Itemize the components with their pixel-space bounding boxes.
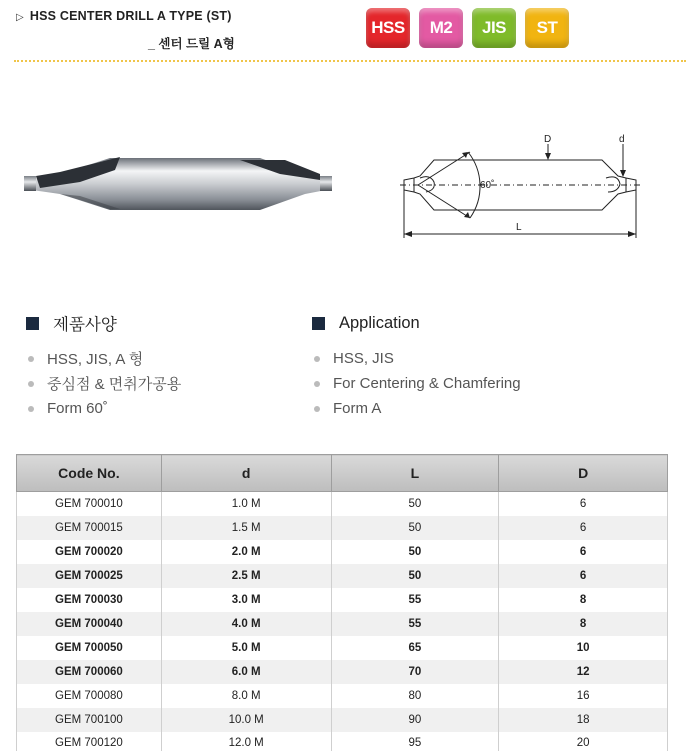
cell-d: 12.0 M	[161, 732, 331, 751]
cell-L: 90	[331, 708, 499, 732]
dot-bullet-icon	[28, 356, 34, 362]
table-row	[17, 612, 668, 636]
cell-L: 50	[331, 516, 499, 540]
column-header-D: D	[499, 455, 668, 492]
square-bullet-icon	[26, 317, 39, 330]
table-row	[17, 516, 668, 540]
cell-L: 70	[331, 660, 499, 684]
dot-bullet-icon	[314, 406, 320, 412]
list-item	[312, 371, 521, 396]
cell-code: GEM 700100	[17, 708, 162, 732]
spec-english-heading	[312, 312, 521, 334]
label-L: L	[516, 222, 522, 233]
product-photo	[20, 130, 340, 240]
cell-d: 2.5 M	[161, 564, 331, 588]
cell-L: 50	[331, 564, 499, 588]
cell-code: GEM 700040	[17, 612, 162, 636]
list-item	[26, 371, 181, 396]
cell-L: 55	[331, 612, 499, 636]
cell-L: 95	[331, 732, 499, 751]
cell-code: GEM 700030	[17, 588, 162, 612]
badge-jis: JIS	[472, 8, 516, 48]
spec-korean	[26, 312, 181, 421]
cell-D: 6	[499, 564, 668, 588]
list-item	[26, 396, 181, 421]
cell-d: 6.0 M	[161, 660, 331, 684]
cell-code: GEM 700010	[17, 492, 162, 516]
list-item-text: For Centering & Chamfering	[333, 375, 521, 392]
badge-hss: HSS	[366, 8, 410, 48]
cell-L: 55	[331, 588, 499, 612]
label-d: d	[619, 134, 625, 145]
table-row	[17, 492, 668, 516]
column-header-code: Code No.	[17, 455, 162, 492]
page-subtitle: _ 센터 드릴 A형	[148, 37, 235, 51]
spec-english-heading-text: Application	[339, 313, 420, 332]
spec-english-list	[312, 346, 521, 421]
cell-D: 6	[499, 540, 668, 564]
list-item-text: HSS, JIS, A 형	[47, 351, 144, 368]
table-row	[17, 540, 668, 564]
cell-code: GEM 700060	[17, 660, 162, 684]
badge-st: ST	[525, 8, 569, 48]
dot-bullet-icon	[28, 381, 34, 387]
list-item	[312, 396, 521, 421]
column-header-L: L	[331, 455, 499, 492]
cell-L: 65	[331, 636, 499, 660]
cell-L: 80	[331, 684, 499, 708]
list-item	[26, 346, 181, 371]
cell-D: 10	[499, 636, 668, 660]
dot-bullet-icon	[28, 406, 34, 412]
cell-code: GEM 700020	[17, 540, 162, 564]
table-row	[17, 636, 668, 660]
list-item-text: 중심점 & 면취가공용	[47, 376, 182, 393]
cell-code: GEM 700080	[17, 684, 162, 708]
dimensions-table	[16, 454, 668, 751]
dot-bullet-icon	[314, 356, 320, 362]
title-text: HSS CENTER DRILL A TYPE (ST)	[29, 9, 232, 23]
table-row	[17, 708, 668, 732]
list-item-text: HSS, JIS	[333, 350, 394, 367]
spec-english	[312, 312, 521, 421]
spec-korean-heading	[26, 312, 181, 334]
cell-d: 2.0 M	[161, 540, 331, 564]
cell-D: 8	[499, 588, 668, 612]
cell-d: 8.0 M	[161, 684, 331, 708]
label-angle: 60˚	[480, 180, 495, 191]
triangle-right-icon: ▷	[16, 12, 24, 23]
header	[0, 0, 700, 62]
table-body	[17, 492, 668, 751]
cell-code: GEM 700050	[17, 636, 162, 660]
table-row	[17, 564, 668, 588]
spec-korean-heading-text: 제품사양	[53, 316, 117, 334]
cell-D: 20	[499, 732, 668, 751]
list-item	[312, 346, 521, 371]
dotted-divider	[14, 60, 686, 62]
table-row	[17, 732, 668, 751]
table-row	[17, 684, 668, 708]
table-row	[17, 588, 668, 612]
cell-D: 12	[499, 660, 668, 684]
cell-D: 18	[499, 708, 668, 732]
column-header-d: d	[161, 455, 331, 492]
table-row	[17, 660, 668, 684]
cell-L: 50	[331, 492, 499, 516]
cell-L: 50	[331, 540, 499, 564]
table-header-row	[17, 455, 668, 492]
list-item-text: Form A	[333, 400, 382, 417]
cell-D: 8	[499, 612, 668, 636]
cell-code: GEM 700120	[17, 732, 162, 751]
badge-m2: M2	[419, 8, 463, 48]
cell-code: GEM 700025	[17, 564, 162, 588]
cell-d: 1.0 M	[161, 492, 331, 516]
cell-d: 1.5 M	[161, 516, 331, 540]
page-title	[16, 9, 232, 23]
spec-korean-list	[26, 346, 181, 421]
dimension-diagram	[390, 126, 650, 246]
cell-d: 4.0 M	[161, 612, 331, 636]
dot-bullet-icon	[314, 381, 320, 387]
cell-D: 6	[499, 516, 668, 540]
square-bullet-icon	[312, 317, 325, 330]
cell-d: 5.0 M	[161, 636, 331, 660]
cell-d: 10.0 M	[161, 708, 331, 732]
cell-D: 6	[499, 492, 668, 516]
cell-code: GEM 700015	[17, 516, 162, 540]
material-badges	[366, 8, 569, 48]
label-D: D	[544, 134, 552, 145]
list-item-text: Form 60˚	[47, 400, 108, 417]
cell-D: 16	[499, 684, 668, 708]
cell-d: 3.0 M	[161, 588, 331, 612]
